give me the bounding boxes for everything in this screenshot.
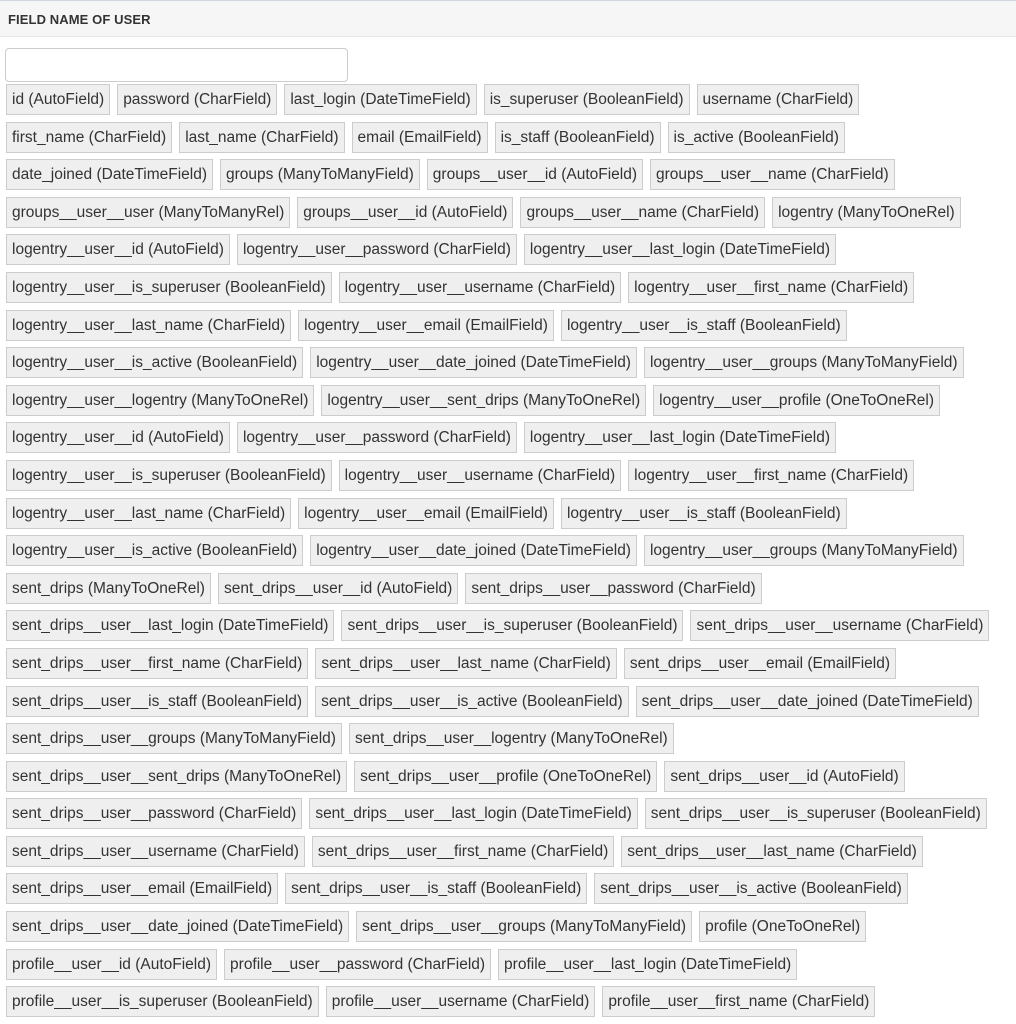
field-chip[interactable]: profile (OneToOneRel) [699,911,866,942]
field-chip[interactable]: logentry (ManyToOneRel) [772,197,961,228]
field-chip[interactable]: groups__user__name (CharField) [520,197,765,228]
field-chip[interactable]: sent_drips__user__password (CharField) [465,573,761,604]
field-chip[interactable]: groups__user__id (AutoField) [297,197,513,228]
field-chip[interactable]: sent_drips__user__username (CharField) [690,610,989,641]
field-chip[interactable]: sent_drips__user__logentry (ManyToOneRel) [349,723,674,754]
field-chip[interactable]: logentry__user__password (CharField) [237,422,517,453]
chip-row [6,949,1014,987]
field-chip[interactable]: profile__user__username (CharField) [326,986,596,1017]
field-chip[interactable]: logentry__user__last_name (CharField) [6,310,291,341]
field-chip[interactable]: sent_drips__user__is_staff (BooleanField) [6,686,308,717]
field-chip[interactable]: profile__user__first_name (CharField) [602,986,875,1017]
section-header [0,0,1016,37]
field-chip[interactable]: groups (ManyToManyField) [220,159,420,190]
field-chip[interactable]: logentry__user__first_name (CharField) [628,460,914,491]
field-chip[interactable]: logentry__user__is_active (BooleanField) [6,347,303,378]
chip-row [6,498,1014,536]
field-chip[interactable]: sent_drips__user__groups (ManyToManyField) [356,911,692,942]
field-chip[interactable]: date_joined (DateTimeField) [6,159,213,190]
field-chip[interactable]: sent_drips__user__email (EmailField) [6,873,278,904]
field-chip[interactable]: logentry__user__first_name (CharField) [628,272,914,303]
field-chip[interactable]: is_superuser (BooleanField) [484,84,690,115]
field-chip[interactable]: logentry__user__is_superuser (BooleanField) [6,272,332,303]
field-chip[interactable]: sent_drips__user__is_active (BooleanField) [315,686,629,717]
field-chip[interactable]: profile__user__is_superuser (BooleanField) [6,986,319,1017]
field-chip[interactable]: email (EmailField) [352,122,488,153]
field-chip[interactable]: logentry__user__is_staff (BooleanField) [561,498,847,529]
field-chip[interactable]: sent_drips__user__username (CharField) [6,836,305,867]
field-chip[interactable]: sent_drips__user__first_name (CharField) [312,836,614,867]
field-chip[interactable]: sent_drips__user__is_staff (BooleanField) [285,873,587,904]
chip-row [6,385,1014,423]
field-chip[interactable]: username (CharField) [697,84,860,115]
field-chip[interactable]: logentry__user__email (EmailField) [298,310,554,341]
chip-row [6,686,1014,724]
field-chip[interactable]: profile__user__last_login (DateTimeField) [498,949,797,980]
field-chip[interactable]: logentry__user__is_superuser (BooleanField) [6,460,332,491]
field-chip[interactable]: logentry__user__groups (ManyToManyField) [644,347,964,378]
chip-row [6,986,1014,1024]
field-chip[interactable]: sent_drips (ManyToOneRel) [6,573,211,604]
field-chip[interactable]: last_login (DateTimeField) [284,84,476,115]
chip-row [6,422,1014,460]
field-chip[interactable]: logentry__user__profile (OneToOneRel) [653,385,940,416]
field-chip[interactable]: sent_drips__user__groups (ManyToManyField) [6,723,342,754]
field-chip[interactable]: logentry__user__email (EmailField) [298,498,554,529]
field-chip[interactable]: logentry__user__last_login (DateTimeField) [524,234,836,265]
chip-row [6,272,1014,310]
chip-row [6,761,1014,799]
chip-row [6,234,1014,272]
field-chip[interactable]: logentry__user__id (AutoField) [6,234,230,265]
field-chip[interactable]: logentry__user__username (CharField) [339,460,622,491]
chip-row [6,648,1014,686]
chip-row [6,911,1014,949]
field-chip[interactable]: profile__user__id (AutoField) [6,949,217,980]
field-chip[interactable]: logentry__user__logentry (ManyToOneRel) [6,385,314,416]
field-chip[interactable]: logentry__user__is_active (BooleanField) [6,535,303,566]
field-chip[interactable]: sent_drips__user__password (CharField) [6,798,302,829]
field-chip[interactable]: logentry__user__date_joined (DateTimeField) [310,347,637,378]
field-chip[interactable]: groups__user__id (AutoField) [427,159,643,190]
field-chip[interactable]: groups__user__user (ManyToManyRel) [6,197,290,228]
field-chip[interactable]: sent_drips__user__last_name (CharField) [315,648,616,679]
chip-row [6,84,1014,122]
field-chip[interactable]: sent_drips__user__date_joined (DateTimeField) [6,911,349,942]
chip-row [6,197,1014,235]
chip-row [6,723,1014,761]
field-chip[interactable]: logentry__user__date_joined (DateTimeField) [310,535,637,566]
field-chip-list [6,84,1014,1024]
field-chip[interactable]: sent_drips__user__date_joined (DateTimeField) [636,686,979,717]
chip-row [6,122,1014,160]
field-chip[interactable]: sent_drips__user__is_superuser (BooleanField) [341,610,683,641]
field-chip[interactable]: first_name (CharField) [6,122,172,153]
chip-row [6,159,1014,197]
field-chip[interactable]: sent_drips__user__first_name (CharField) [6,648,308,679]
chip-row [6,460,1014,498]
field-chip[interactable]: id (AutoField) [6,84,110,115]
field-chip[interactable]: sent_drips__user__profile (OneToOneRel) [354,761,657,792]
field-chip[interactable]: profile__user__password (CharField) [224,949,491,980]
field-chip[interactable]: logentry__user__is_staff (BooleanField) [561,310,847,341]
field-chip[interactable]: sent_drips__user__sent_drips (ManyToOneRel) [6,761,347,792]
field-chip[interactable]: logentry__user__last_login (DateTimeField) [524,422,836,453]
field-chip[interactable]: logentry__user__sent_drips (ManyToOneRel) [321,385,646,416]
chip-row [6,573,1014,611]
field-chip[interactable]: is_staff (BooleanField) [495,122,661,153]
field-chip[interactable]: sent_drips__user__is_superuser (BooleanField) [645,798,987,829]
field-chip[interactable]: logentry__user__id (AutoField) [6,422,230,453]
chip-row [6,836,1014,874]
field-filter-input[interactable] [5,48,348,82]
field-chip[interactable]: logentry__user__password (CharField) [237,234,517,265]
field-chip[interactable]: sent_drips__user__id (AutoField) [664,761,904,792]
chip-row [6,610,1014,648]
field-chip[interactable]: logentry__user__last_name (CharField) [6,498,291,529]
field-chip[interactable]: sent_drips__user__id (AutoField) [218,573,458,604]
field-chip[interactable]: sent_drips__user__email (EmailField) [624,648,896,679]
chip-row [6,310,1014,348]
field-chip[interactable]: sent_drips__user__last_login (DateTimeField) [309,798,637,829]
field-chip[interactable]: logentry__user__groups (ManyToManyField) [644,535,964,566]
field-chip[interactable]: sent_drips__user__last_login (DateTimeField) [6,610,334,641]
section-title: FIELD NAME OF USER [8,12,151,27]
chip-row [6,873,1014,911]
field-chip[interactable]: is_active (BooleanField) [668,122,845,153]
chip-row [6,347,1014,385]
field-chip[interactable]: groups__user__name (CharField) [650,159,895,190]
field-chip[interactable]: password (CharField) [117,84,277,115]
field-chip[interactable]: sent_drips__user__last_name (CharField) [621,836,922,867]
field-chip[interactable]: sent_drips__user__is_active (BooleanField) [594,873,908,904]
field-chip[interactable]: logentry__user__username (CharField) [339,272,622,303]
field-chip[interactable]: last_name (CharField) [179,122,344,153]
chip-row [6,535,1014,573]
chip-row [6,798,1014,836]
